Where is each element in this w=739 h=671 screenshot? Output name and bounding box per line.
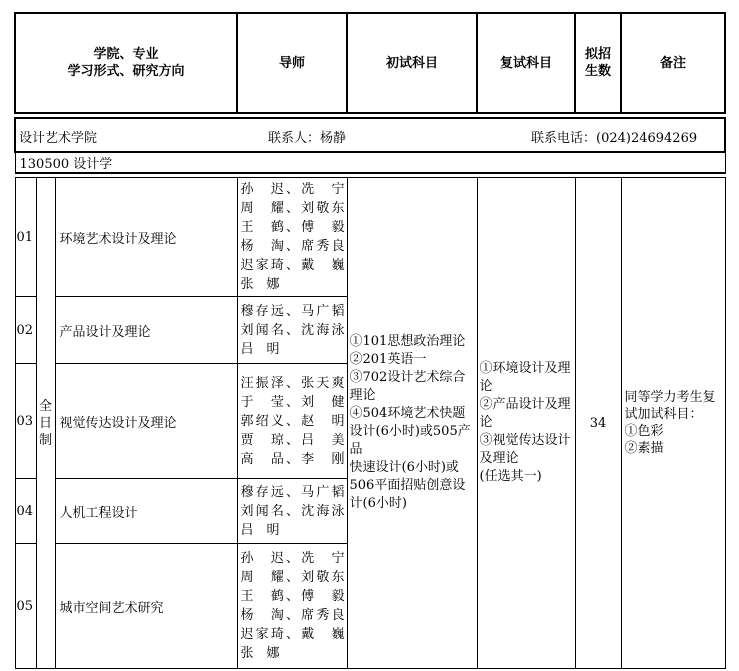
- tutor-line: 孙 迟、冼 宁: [240, 551, 345, 566]
- remarks-line: ②素描: [624, 441, 664, 456]
- retest-line: 论: [479, 415, 493, 430]
- remarks-line: 试加试科目：: [624, 407, 703, 422]
- tutor-line: 穆存远、马广韬: [240, 484, 345, 500]
- college-contact: 联系人：杨静: [268, 131, 347, 146]
- tutor-line: 周 耀、刘敬东: [240, 570, 345, 585]
- table-row: [15, 178, 725, 297]
- initial-exam-line: 506平面招贴创意设: [349, 478, 466, 493]
- retest-line: 及理论: [479, 451, 519, 466]
- quota-value: 34: [575, 178, 621, 669]
- direction-name: 人机工程设计: [55, 479, 237, 544]
- tutor-line: 孙 迟、冼 宁: [240, 182, 345, 197]
- initial-exam-line: ③702设计艺术综合: [349, 370, 466, 385]
- tutor-line: 汪振泽、张天爽: [240, 375, 345, 391]
- study-mode: [36, 178, 55, 669]
- tutor-line: 刘闻名、沈海泳: [240, 503, 345, 519]
- initial-exam-line: ④504环境艺术快题: [349, 406, 466, 421]
- direction-code: 03: [15, 364, 36, 479]
- tutor-line: 杨 淘、席秀良: [240, 239, 345, 254]
- tutor-list: [237, 364, 347, 479]
- initial-exam-line: 理论: [349, 388, 376, 403]
- college-phone: 联系电话：(024)24694269: [531, 131, 698, 146]
- direction-code: 05: [15, 544, 36, 669]
- initial-exam-line: 快速设计(6小时)或: [349, 460, 459, 475]
- remarks-line: 同等学力考生复: [624, 390, 716, 405]
- retest-line: ①环境设计及理: [479, 361, 571, 376]
- direction-name: 视觉传达设计及理论: [55, 364, 237, 479]
- tutor-list: [237, 544, 347, 669]
- tutor-line: 迟家琦、戴 巍: [240, 258, 345, 273]
- tutor-line: 张 娜: [240, 646, 280, 661]
- retest-subjects: [477, 178, 575, 669]
- college-row: [15, 118, 725, 152]
- tutor-line: 王 鹤、傅 毅: [240, 589, 345, 604]
- tutor-line: 吕 明: [240, 522, 280, 538]
- direction-name: 环境艺术设计及理论: [55, 178, 237, 297]
- header-quota: [575, 13, 621, 113]
- tutor-line: 杨 淘、席秀良: [240, 608, 345, 623]
- direction-code: 02: [15, 297, 36, 364]
- tutor-list: [237, 297, 347, 364]
- retest-line: ②产品设计及理: [479, 397, 571, 412]
- header-quota-line1: 拟招: [584, 47, 611, 62]
- header-college-line2: 学习形式、研究方向: [67, 64, 185, 79]
- tutor-line: 刘闻名、沈海泳: [240, 322, 345, 338]
- college-name: 设计艺术学院: [19, 131, 98, 146]
- header-tutor: 导师: [237, 13, 347, 113]
- retest-line: ③视觉传达设计: [479, 433, 571, 448]
- tutor-line: 王 鹤、傅 毅: [240, 220, 345, 235]
- initial-exam-line: ②201英语一: [349, 352, 427, 367]
- header-remarks: 备注: [621, 13, 725, 113]
- study-mode-char: 全: [38, 398, 52, 414]
- initial-exam-subjects: [347, 178, 477, 669]
- remarks-text: [621, 178, 725, 669]
- direction-code: 01: [15, 178, 36, 297]
- study-mode-char: 制: [38, 432, 52, 448]
- major-row: [15, 152, 725, 173]
- tutor-line: 穆存远、马广韬: [240, 303, 345, 319]
- tutor-line: 吕 明: [240, 341, 280, 357]
- tutor-line: 贾 琼、吕 美: [240, 432, 345, 448]
- header-row: [15, 13, 725, 113]
- tutor-line: 张 娜: [240, 277, 280, 292]
- header-initial-exam: 初试科目: [347, 13, 477, 113]
- initial-exam-line: 设计(6小时)或505产: [349, 424, 471, 439]
- tutor-list: [237, 479, 347, 544]
- direction-name: 城市空间艺术研究: [55, 544, 237, 669]
- direction-name: 产品设计及理论: [55, 297, 237, 364]
- tutor-line: 于 莹、刘 健: [240, 394, 345, 410]
- study-mode-char: 日: [38, 415, 52, 431]
- retest-line: (任选其一): [479, 469, 542, 484]
- tutor-line: 郭绍义、赵 明: [240, 413, 345, 429]
- major-label: 130500 设计学: [15, 152, 725, 173]
- direction-code: 04: [15, 479, 36, 544]
- initial-exam-line: 计(6小时): [349, 496, 407, 511]
- admissions-table: [14, 12, 724, 669]
- retest-line: 论: [479, 379, 493, 394]
- tutor-line: 高 品、李 刚: [240, 451, 345, 467]
- header-college: [15, 13, 237, 113]
- initial-exam-line: 品: [349, 442, 363, 457]
- header-retest: 复试科目: [477, 13, 575, 113]
- remarks-line: ①色彩: [624, 424, 664, 439]
- tutor-list: [237, 178, 347, 297]
- tutor-line: 迟家琦、戴 巍: [240, 627, 345, 642]
- header-college-line1: 学院、专业: [93, 47, 159, 62]
- header-quota-line2: 生数: [584, 64, 611, 79]
- initial-exam-line: ①101思想政治理论: [349, 334, 466, 349]
- tutor-line: 周 耀、刘敬东: [240, 201, 345, 216]
